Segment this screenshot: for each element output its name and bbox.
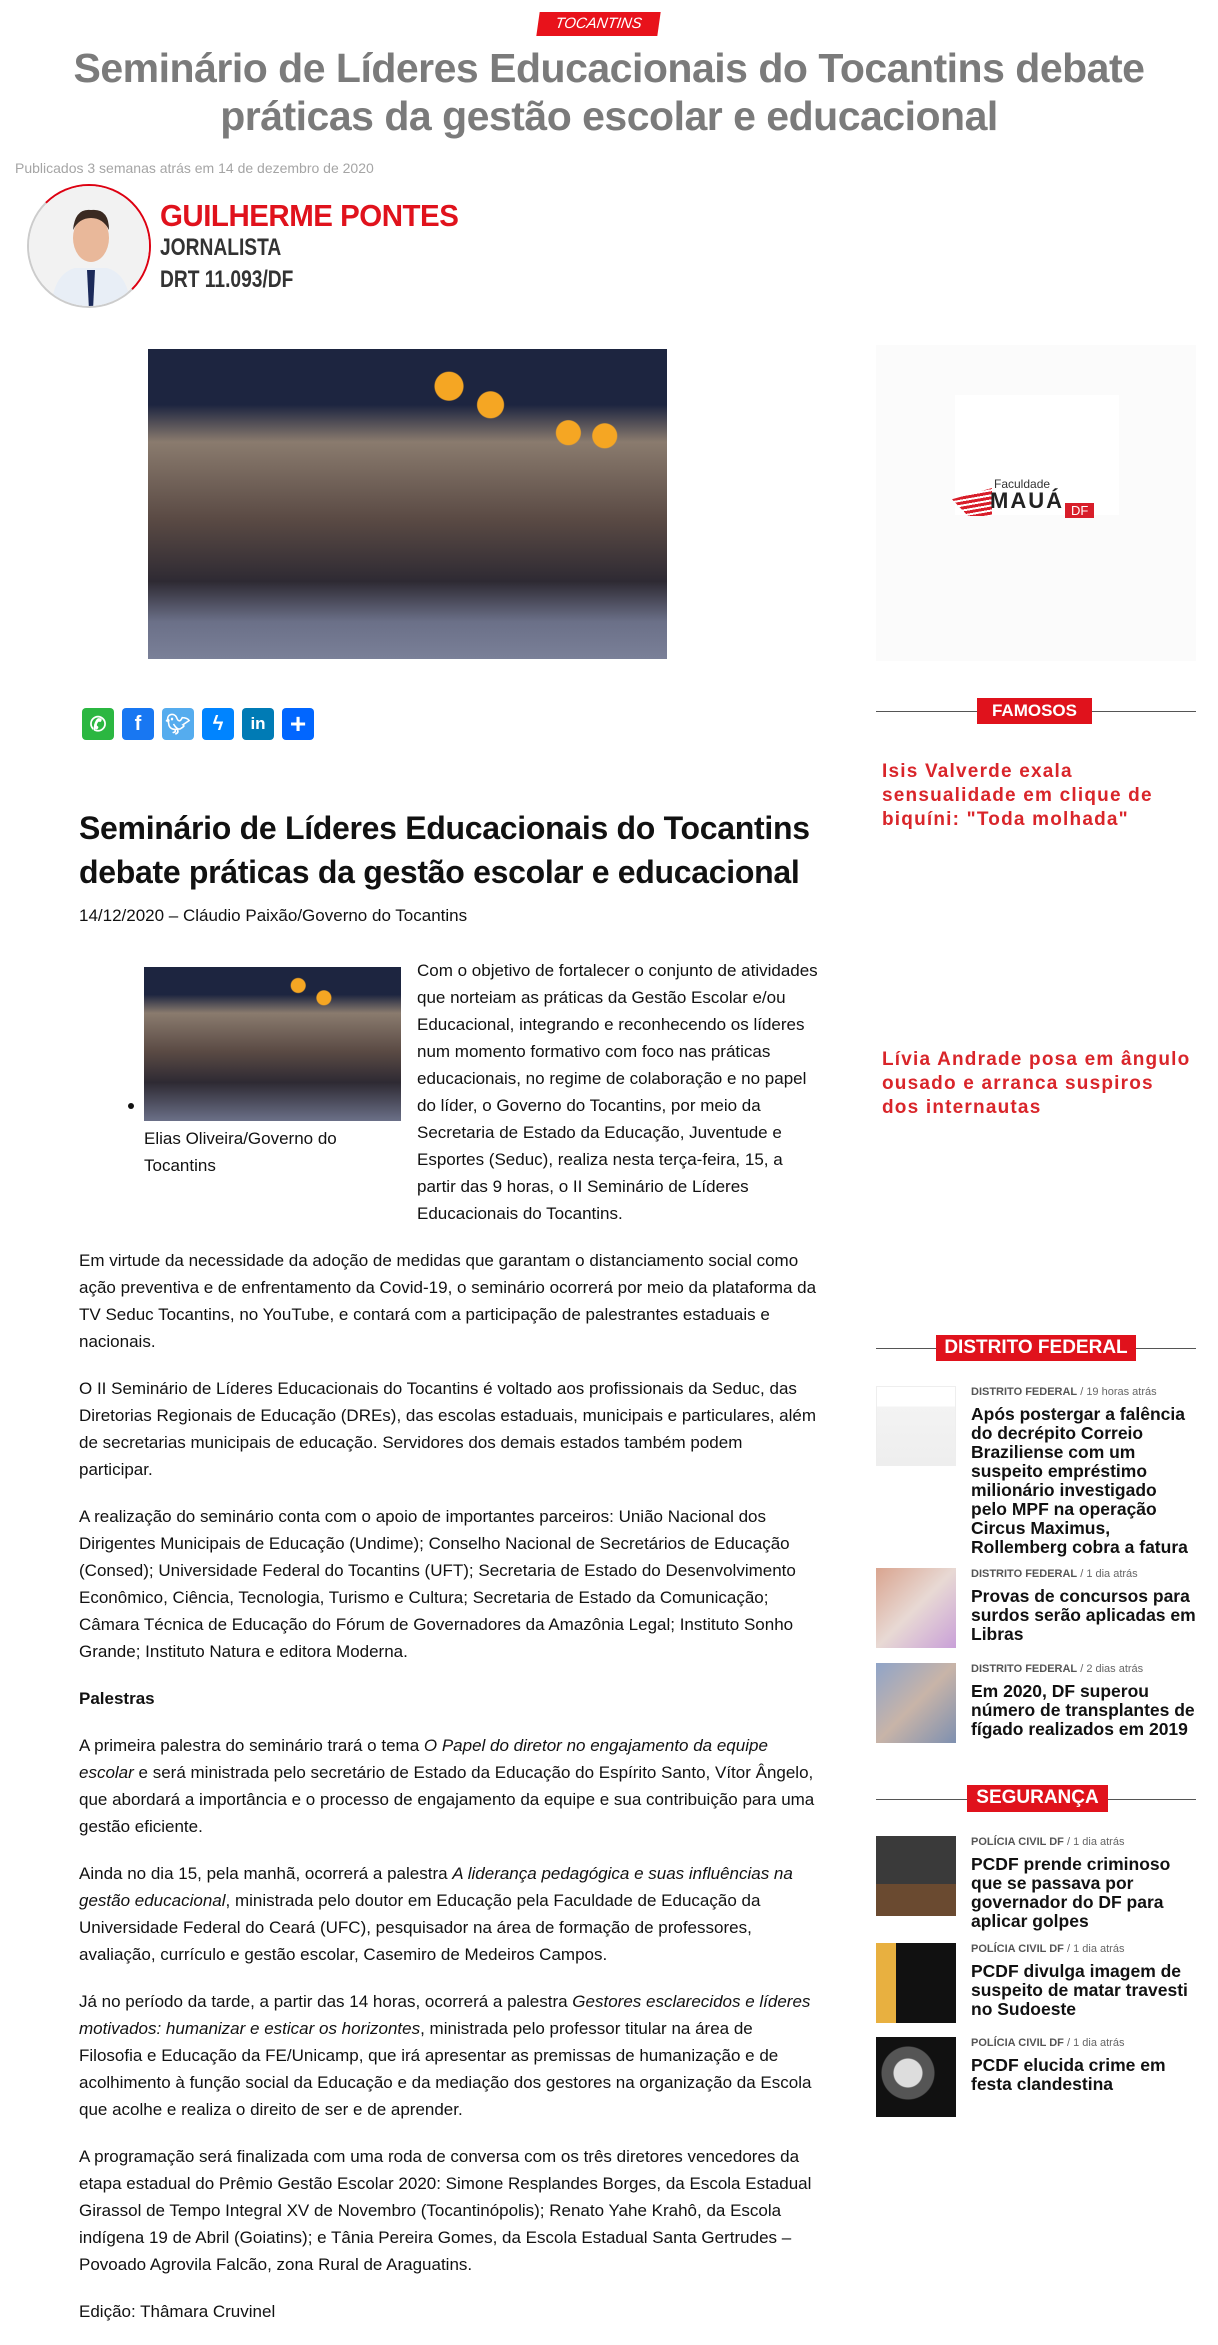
published-date: Publicados 3 semanas atrás em 14 de dezembro de 2020: [15, 160, 374, 176]
lecture-title: A liderança pedagógica e suas influências na gestão educacional: [79, 1864, 793, 1910]
subheading: Palestras: [79, 1689, 155, 1708]
paragraph: Em virtude da necessidade da adoção de medidas que garantam o distanciamento social como ação preventiva e de enfrentamento da Covid-19, o seminário ocorrerá por meio da plataforma da TV Seduc Tocantins, no YouTube, e contará com a participação de palestrantes estaduais e nacionais.: [79, 1251, 817, 1351]
item-category[interactable]: POLÍCIA CIVIL DF: [971, 1836, 1064, 1848]
ad-logo-big: MAUÁ: [990, 488, 1064, 513]
text: Já no período da tarde, a partir das 14 horas, ocorrerá a palestra: [79, 1992, 573, 2011]
facebook-icon: f: [134, 712, 142, 735]
author-avatar[interactable]: [27, 184, 151, 308]
category-label: TOCANTINS: [554, 15, 643, 32]
author-photo-icon: [29, 186, 151, 308]
author-name[interactable]: GUILHERME PONTES: [160, 198, 459, 233]
linkedin-share-button[interactable]: [242, 708, 274, 740]
figure-caption: Elias Oliveira/Governo do Tocantins: [144, 1129, 337, 1175]
item-title[interactable]: PCDF prende criminoso que se passava por governador do DF para aplicar golpes: [971, 1854, 1171, 1931]
messenger-icon: ϟ: [212, 712, 224, 735]
ad-logo-small: Faculdade: [994, 477, 1051, 491]
lecture-title: O Papel do diretor no engajamento da equipe escolar: [79, 1736, 768, 1782]
text: A primeira palestra do seminário trará o tema: [79, 1736, 424, 1755]
list-bullet: [128, 1103, 134, 1109]
more-share-button[interactable]: [282, 708, 314, 740]
article-title: Seminário de Líderes Educacionais do Tocantins debate práticas da gestão escolar e educacional: [79, 810, 810, 890]
article-body: [79, 957, 819, 2345]
messenger-share-button[interactable]: [202, 708, 234, 740]
share-bar: [82, 708, 314, 740]
paragraph: O II Seminário de Líderes Educacionais do Tocantins é voltado aos profissionais da Seduc, das Diretorias Regionais de Educação (DREs), das escolas estaduais, municipais e particulares, além de secretarias municipais de educação. Servidores dos demais estados também podem participar.: [79, 1379, 817, 1479]
article-figure-block: [79, 957, 819, 1227]
item-time: / 2 dias atrás: [1080, 1663, 1144, 1675]
text: , ministrada pelo professor titular na área de Filosofia e Educação da FE/Unicamp, que irá apresentar as premissas de humanização e de acolhimento à função social da Educação e da mediação dos gestores na organização da Escola que acolhe e realiza o direito de ser e de aprender.: [79, 2019, 812, 2119]
section-header-famosos[interactable]: FAMOSOS: [977, 698, 1092, 724]
article-figure-image[interactable]: [144, 967, 401, 1121]
item-title[interactable]: PCDF divulga imagem de suspeito de matar travesti no Sudoeste: [971, 1961, 1188, 2019]
item-category[interactable]: DISTRITO FEDERAL: [971, 1386, 1078, 1398]
text: Ainda no dia 15, pela manhã, ocorrerá a palestra: [79, 1864, 453, 1883]
item-category[interactable]: POLÍCIA CIVIL DF: [971, 2037, 1064, 2049]
twitter-icon: 🐦︎: [165, 713, 191, 736]
item-category[interactable]: DISTRITO FEDERAL: [971, 1568, 1078, 1580]
facebook-share-button[interactable]: [122, 708, 154, 740]
item-title[interactable]: Provas de concursos para surdos serão aplicadas em Libras: [971, 1586, 1196, 1644]
paragraph: A programação será finalizada com uma roda de conversa com os três diretores vencedores da etapa estadual do Prêmio Gestão Escolar 2020: Simone Resplandes Borges, da Escola Estadual Girassol de Tempo Integral XV de Novembro (Tocantinópolis); Renato Yahe Krahô, da Escola indígena 19 de Abril (Goiatins); e Tânia Pereira Gomes, da Escola Estadual Santa Gertrudes – Povoado Agrovila Falcão, zona Rural de Araguatins.: [79, 2147, 812, 2274]
text: e será ministrada pelo secretário de Estado da Educação do Espírito Santo, Vítor Ângelo, que abordará a importância e o processo de engajamento da equipe e sua contribuição para uma gestão eficiente.: [79, 1763, 815, 1836]
thumbnail[interactable]: [876, 1943, 956, 2023]
item-time: / 19 horas atrás: [1080, 1386, 1157, 1398]
edition-credit: Edição: Thâmara Cruvinel: [79, 2302, 276, 2321]
item-time: / 1 dia atrás: [1066, 1943, 1125, 1955]
paragraph: A realização do seminário conta com o apoio de importantes parceiros: União Nacional dos Dirigentes Municipais de Educação (Undime); Conselho Nacional de Secretários de Educação (Consed); Universidade Federal do Tocantins (UFT); Secretaria de Estado do Desenvolvimento Econômico, Ciência, Tecnologia, Turismo e Cultura; Secretaria de Estado da Comunicação; Câmara Técnica de Educação do Fórum de Governadores da Amazônia Legal; Instituto Sonho Grande; Instituto Natura e editora Moderna.: [79, 1507, 796, 1661]
item-title[interactable]: Após postergar a falência do decrépito Correio Braziliense com um suspeito empréstimo milionário investigado pelo MPF na operação Circus Maximus, Rollemberg cobra a fatura: [971, 1404, 1188, 1557]
linkedin-icon: in: [250, 714, 266, 733]
paragraph: [79, 1860, 819, 1968]
item-time: / 1 dia atrás: [1066, 2037, 1125, 2049]
author-registration: DRT 11.093/DF: [160, 266, 294, 293]
whatsapp-share-button[interactable]: [82, 708, 114, 740]
featured-image: [148, 349, 667, 659]
thumbnail[interactable]: [876, 2037, 956, 2117]
author-role: JORNALISTA: [160, 234, 282, 261]
item-category[interactable]: DISTRITO FEDERAL: [971, 1663, 1078, 1675]
famosos-link[interactable]: Isis Valverde exala sensualidade em clique de biquíni: "Toda molhada": [882, 761, 1153, 830]
thumbnail[interactable]: [876, 1836, 956, 1916]
thumbnail[interactable]: [876, 1663, 956, 1743]
item-category[interactable]: POLÍCIA CIVIL DF: [971, 1943, 1064, 1955]
paragraph: [79, 1732, 819, 1840]
text: , ministrada pelo doutor em Educação pela Faculdade de Educação da Universidade Federal do Ceará (UFC), pesquisador na área de formação de professores, avaliação, currículo e gestão escolar, Casemiro de Medeiros Campos.: [79, 1891, 761, 1964]
section-header-seguranca[interactable]: SEGURANÇA: [967, 1785, 1108, 1812]
item-time: / 1 dia atrás: [1066, 1836, 1125, 1848]
twitter-share-button[interactable]: [162, 708, 194, 740]
paragraph: [79, 1988, 819, 2123]
thumbnail[interactable]: [876, 1386, 956, 1466]
article-byline: 14/12/2020 – Cláudio Paixão/Governo do Tocantins: [79, 906, 468, 925]
plus-icon: +: [289, 708, 307, 739]
item-title[interactable]: PCDF elucida crime em festa clandestina: [971, 2055, 1166, 2094]
item-time: / 1 dia atrás: [1080, 1568, 1138, 1580]
page-title: Seminário de Líderes Educacionais do Tocantins debate práticas da gestão escolar e educacional: [73, 45, 1145, 139]
thumbnail[interactable]: [876, 1568, 956, 1648]
section-header-distrito-federal[interactable]: DISTRITO FEDERAL: [936, 1335, 1136, 1361]
whatsapp-icon: ✆: [89, 713, 107, 736]
famosos-link[interactable]: Lívia Andrade posa em ângulo ousado e arranca suspiros dos internautas: [882, 1049, 1191, 1118]
item-title[interactable]: Em 2020, DF superou número de transplantes de fígado realizados em 2019: [971, 1681, 1195, 1739]
ad-logo-tag: DF: [1065, 503, 1094, 518]
intro-paragraph: Com o objetivo de fortalecer o conjunto de atividades que norteiam as práticas da Gestão Escolar e/ou Educacional, integrando e reconhecendo os líderes num momento formativo com foco nas práticas educacionais, no regime de colaboração e no papel do líder, o Governo do Tocantins, por meio da Secretaria de Estado da Educação, Juventude e Esportes (Seduc), realiza nesta terça-feira, 15, a partir das 9 horas, o II Seminário de Líderes Educacionais do Tocantins.: [417, 961, 818, 1223]
category-badge[interactable]: [536, 12, 660, 36]
lecture-title: Gestores esclarecidos e líderes motivados: humanizar e esticar os horizontes: [79, 1992, 811, 2038]
